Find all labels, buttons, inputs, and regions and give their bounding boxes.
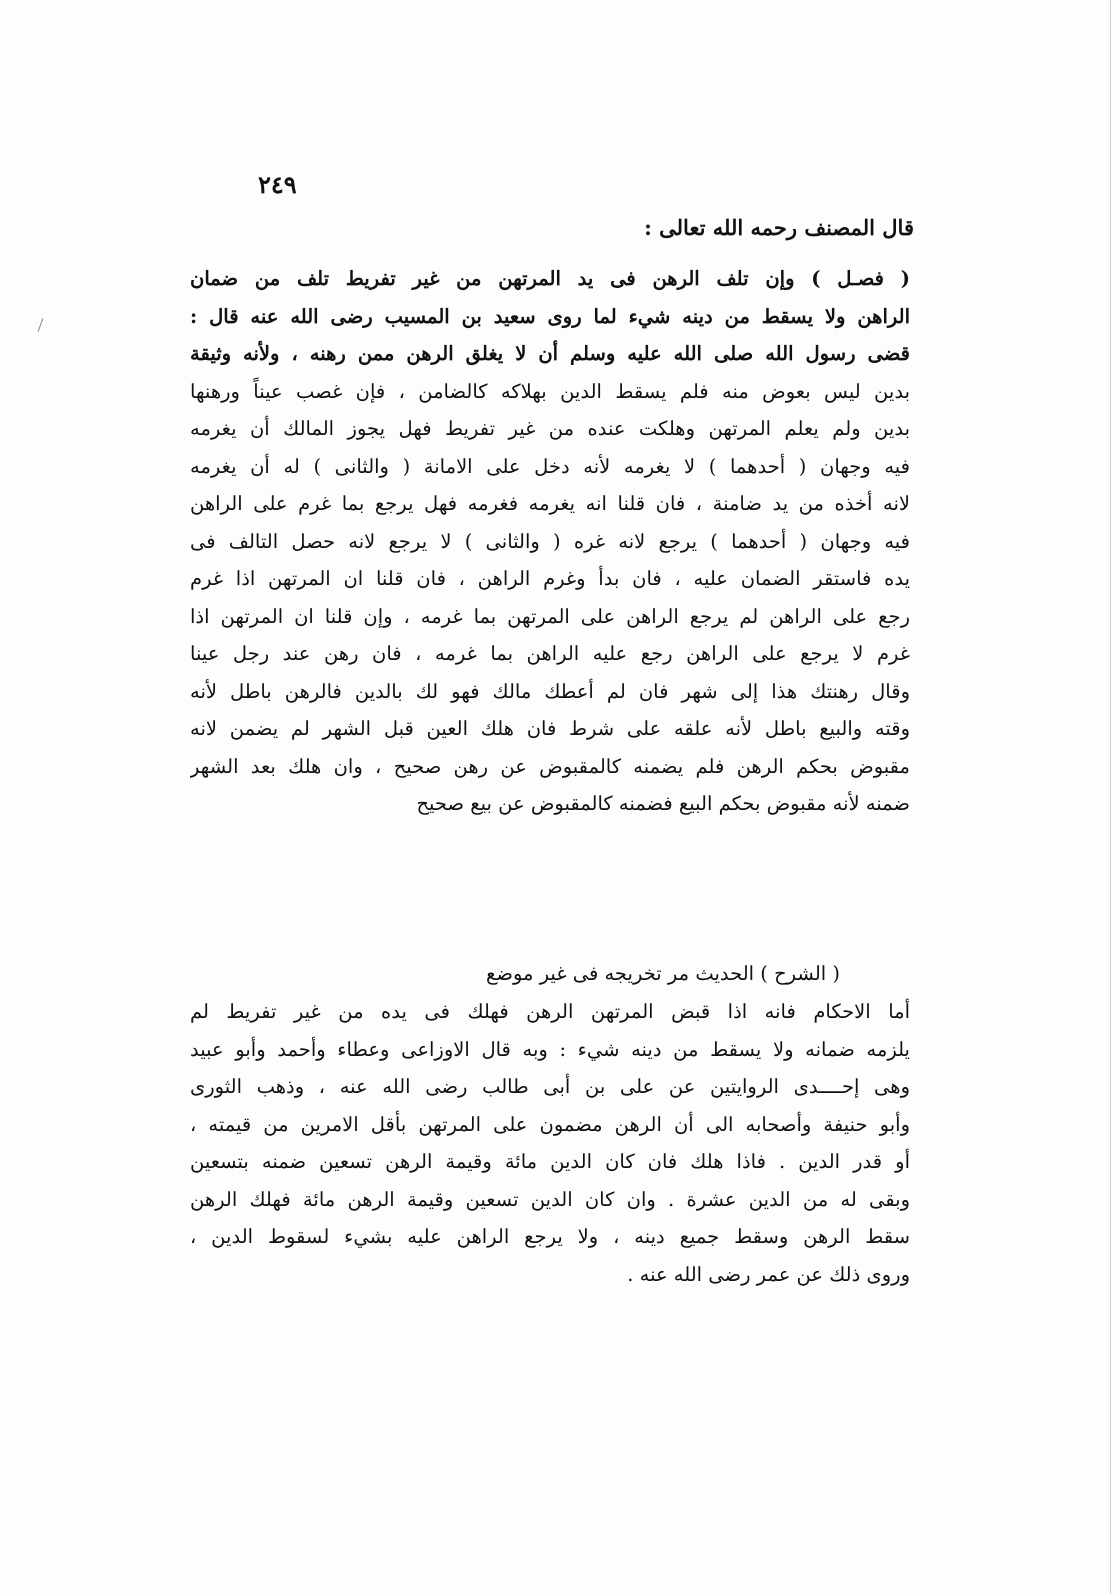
text-line: يده فاستقر الضمان عليه ، فان بدأ وغرم الراهن ، فان قلنا ان المرتهن اذا غرم bbox=[190, 567, 910, 590]
text-line: رجع على الراهن لم يرجع الراهن على المرتهن بما غرمه ، وإن قلنا ان المرتهن اذا bbox=[190, 604, 910, 628]
sharh-heading: ( الشرح ) الحديث مر تخريجه فى غير موضع bbox=[486, 962, 840, 985]
commentary-line: وبقى له من الدين عشرة . وان كان الدين تسعين وقيمة الرهن مائة فهلك الرهن bbox=[190, 1187, 910, 1211]
text-line: بدين ليس بعوض منه فلم يسقط الدين بهلاكه كالضامن ، فإن غصب عيناً ورهنها bbox=[190, 379, 910, 403]
commentary-line: يلزمه ضمانه ولا يسقط من دينه شيء : وبه قال الاوزاعى وعطاء وأحمد وأبو عبيد bbox=[190, 1037, 910, 1061]
text-line: غرم لا يرجع على الراهن رجع عليه الراهن بما غرمه ، فان رهن عند رجل عينا bbox=[190, 642, 910, 665]
commentary-text bbox=[190, 993, 910, 1293]
commentary-line: أما الاحكام فانه اذا قبض المرتهن الرهن فهلك فى يده من غير تفريط لم bbox=[190, 1000, 910, 1023]
author-heading: قال المصنف رحمه الله تعالى : bbox=[644, 215, 914, 240]
sharh-heading-block bbox=[190, 955, 910, 993]
page-edge bbox=[1110, 0, 1111, 1594]
commentary-line: وروى ذلك عن عمر رضى الله عنه . bbox=[627, 1262, 910, 1286]
text-line: ( فصـل ) وإن تلف الرهن فى يد المرتهن من غير تفريط تلف من ضمان bbox=[190, 267, 910, 290]
text-line: فيه وجهان ( أحدهما ) يرجع لانه غره ( والثانى ) لا يرجع لانه حصل التالف فى bbox=[190, 529, 910, 553]
text-line: مقبوض بحكم الرهن فلم يضمنه كالمقبوض عن رهن صحيح ، وان هلك بعد الشهر bbox=[190, 754, 910, 778]
commentary-line: وأبو حنيفة وأصحابه الى أن الرهن مضمون على المرتهن بأقل الامرين من قيمته ، bbox=[190, 1112, 910, 1136]
main-text bbox=[190, 260, 910, 823]
commentary-line: أو قدر الدين . فاذا هلك فان كان الدين مائة وقيمة الرهن تسعين ضمنه بتسعين bbox=[190, 1150, 910, 1173]
text-line: الراهن ولا يسقط من دينه شيء لما روى سعيد بن المسيب رضى الله عنه قال : bbox=[190, 304, 910, 328]
text-line: ضمنه لأنه مقبوض بحكم البيع فضمنه كالمقبوض عن بيع صحيح bbox=[416, 792, 910, 815]
text-line: وقال رهنتك هذا إلى شهر فان لم أعطك مالك فهو لك بالدين فالرهن باطل لأنه bbox=[190, 679, 910, 703]
commentary-line: سقط الرهن وسقط جميع دينه ، ولا يرجع الراهن عليه بشيء لسقوط الدين ، bbox=[190, 1225, 910, 1248]
page-number: ٢٤٩ bbox=[258, 170, 297, 199]
text-line: بدين ولم يعلم المرتهن وهلكت عنده من غير تفريط فهل يجوز المالك أن يغرمه bbox=[190, 417, 910, 440]
text-line: قضى رسول الله صلى الله عليه وسلم أن لا يغلق الرهن ممن رهنه ، ولأنه وثيقة bbox=[190, 342, 910, 365]
commentary-line: وهى إحــــدى الروايتين عن على بن أبى طالب رضى الله عنه ، وذهب الثورى bbox=[190, 1075, 910, 1098]
margin-mark bbox=[38, 318, 44, 331]
text-line: وقته والبيع باطل لأنه علقه على شرط فان هلك العين قبل الشهر لم يضمن لانه bbox=[190, 717, 910, 740]
text-line: فيه وجهان ( أحدهما ) لا يغرمه لأنه دخل على الامانة ( والثانى ) له أن يغرمه bbox=[190, 454, 910, 478]
text-line: لانه أخذه من يد ضامنة ، فان قلنا انه يغرمه فغرمه فهل يرجع بما غرم على الراهن bbox=[190, 492, 910, 515]
